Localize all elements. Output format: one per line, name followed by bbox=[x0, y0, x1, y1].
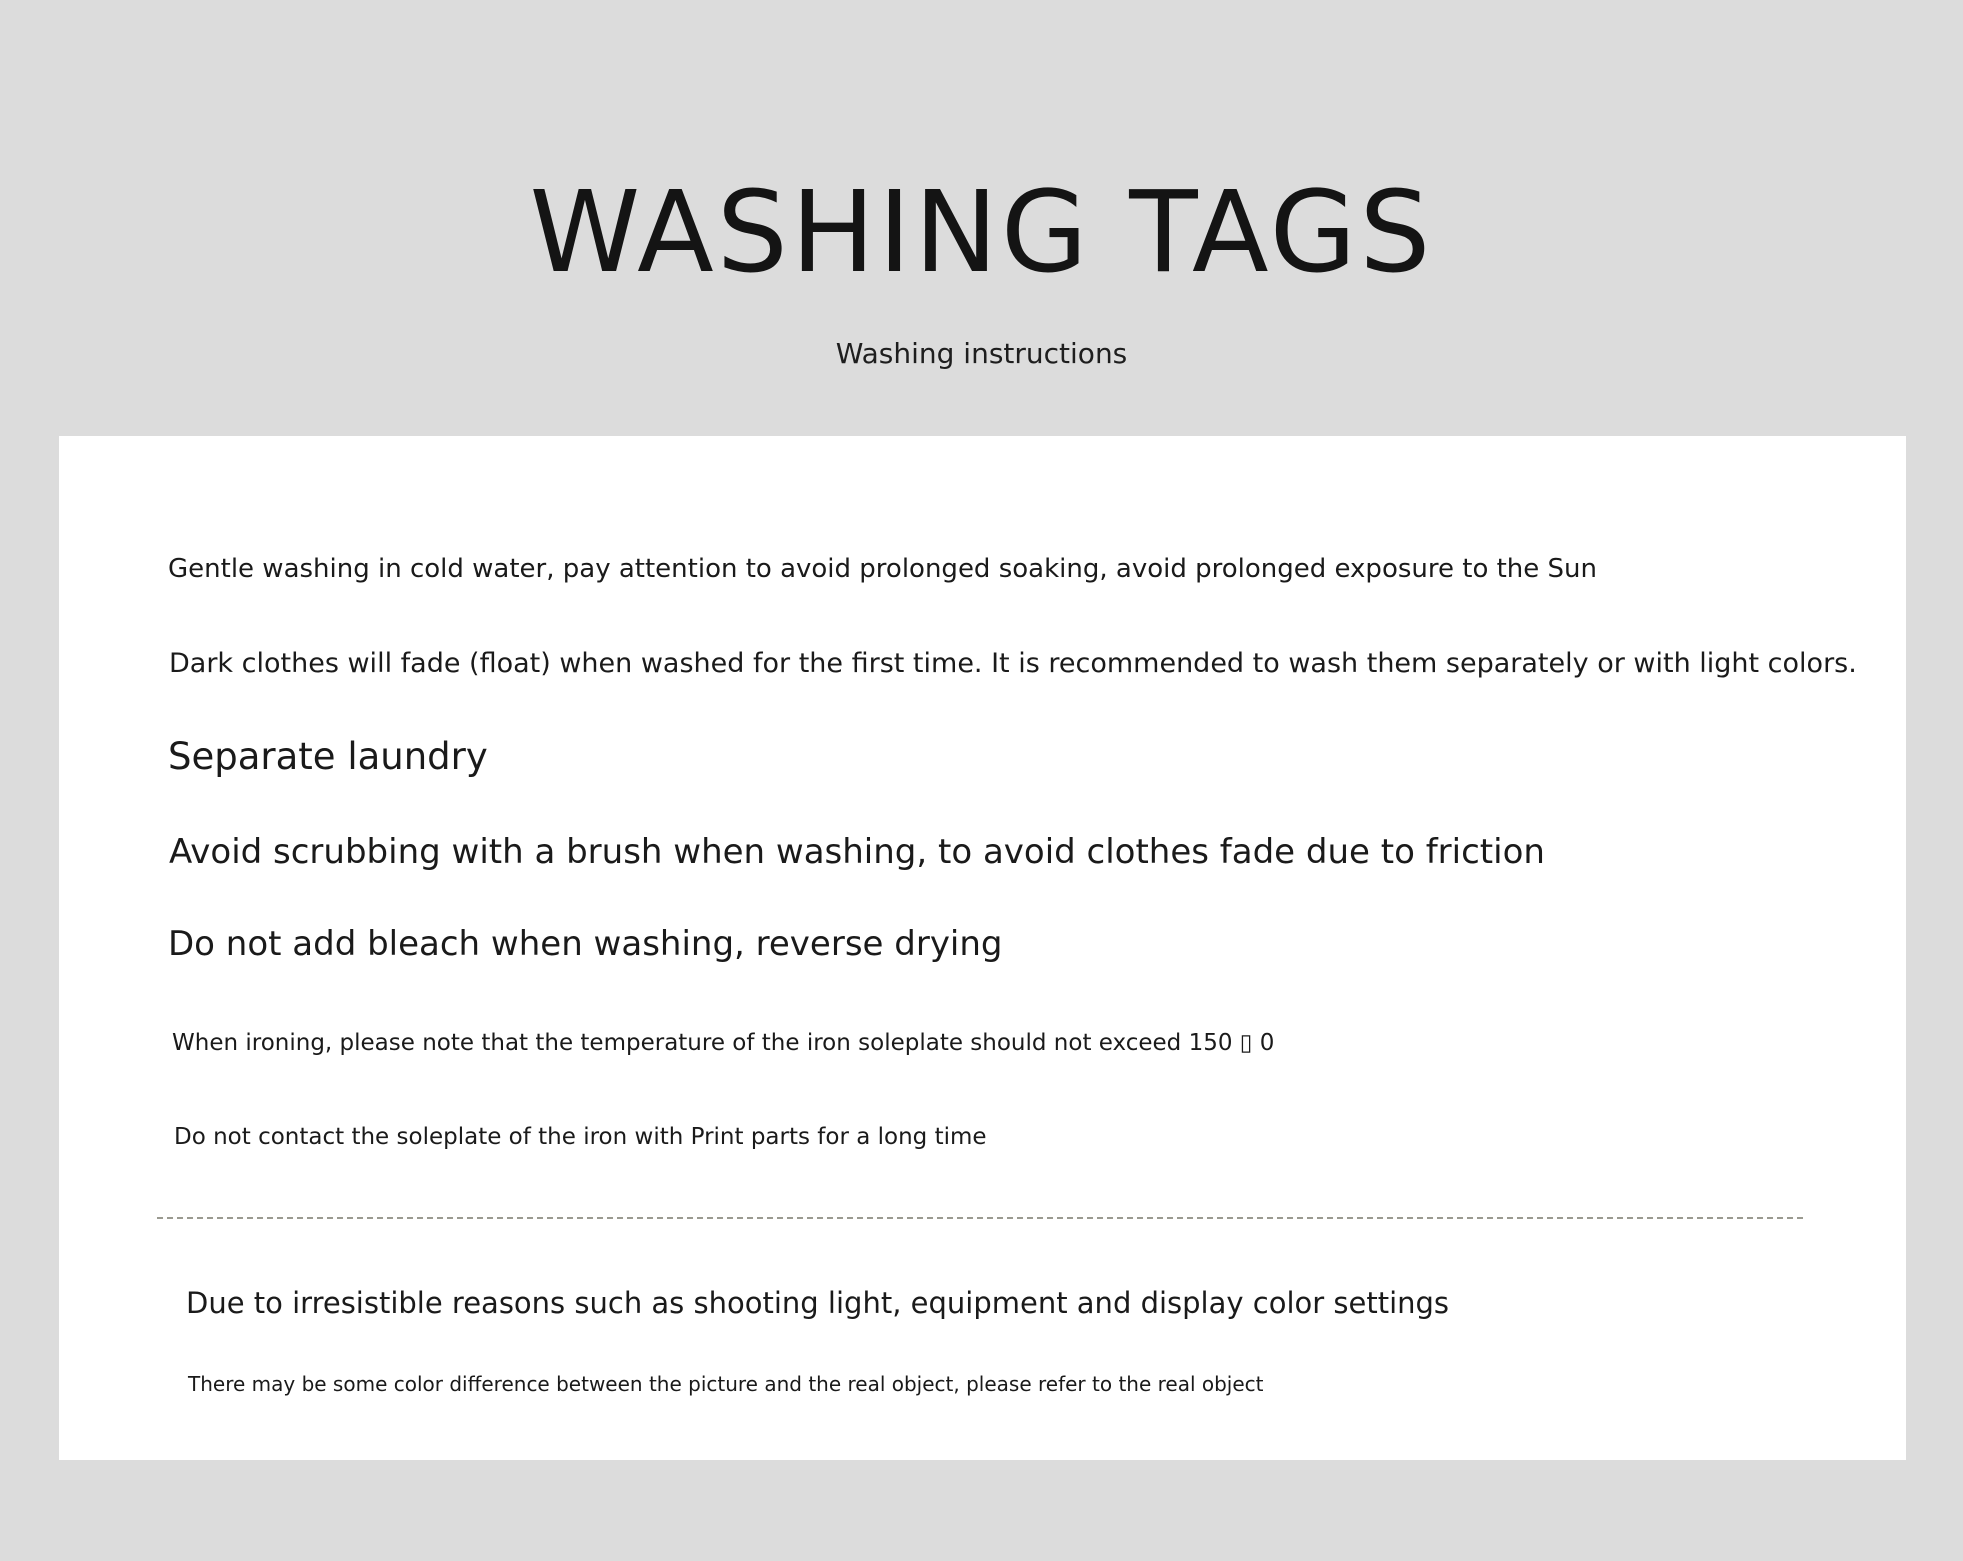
page-subtitle: Washing instructions bbox=[835, 337, 1128, 370]
instructions-panel bbox=[59, 436, 1906, 1460]
instruction-no-bleach: Do not add bleach when washing, reverse drying bbox=[168, 924, 1003, 964]
instruction-avoid-scrubbing: Avoid scrubbing with a brush when washing, to avoid clothes fade due to friction bbox=[169, 832, 1545, 872]
color-notice-detail: There may be some color difference between the picture and the real object, please refer to the real object bbox=[188, 1372, 1264, 1396]
dashed-divider bbox=[157, 1217, 1803, 1219]
instruction-iron-print-parts: Do not contact the soleplate of the iron with Print parts for a long time bbox=[174, 1124, 987, 1150]
instruction-dark-clothes-fade: Dark clothes will fade (float) when washed for the first time. It is recommended to wash them separately or with light colors. bbox=[169, 648, 1857, 679]
instruction-ironing-temperature: When ironing, please note that the temperature of the iron soleplate should not exceed 150 ▯ 0 bbox=[172, 1030, 1275, 1056]
page-title: WASHING TAGS bbox=[529, 168, 1434, 298]
color-notice-heading: Due to irresistible reasons such as shooting light, equipment and display color settings bbox=[186, 1286, 1450, 1320]
instruction-separate-laundry: Separate laundry bbox=[168, 735, 488, 778]
instruction-cold-wash: Gentle washing in cold water, pay attention to avoid prolonged soaking, avoid prolonged exposure to the Sun bbox=[168, 554, 1598, 584]
